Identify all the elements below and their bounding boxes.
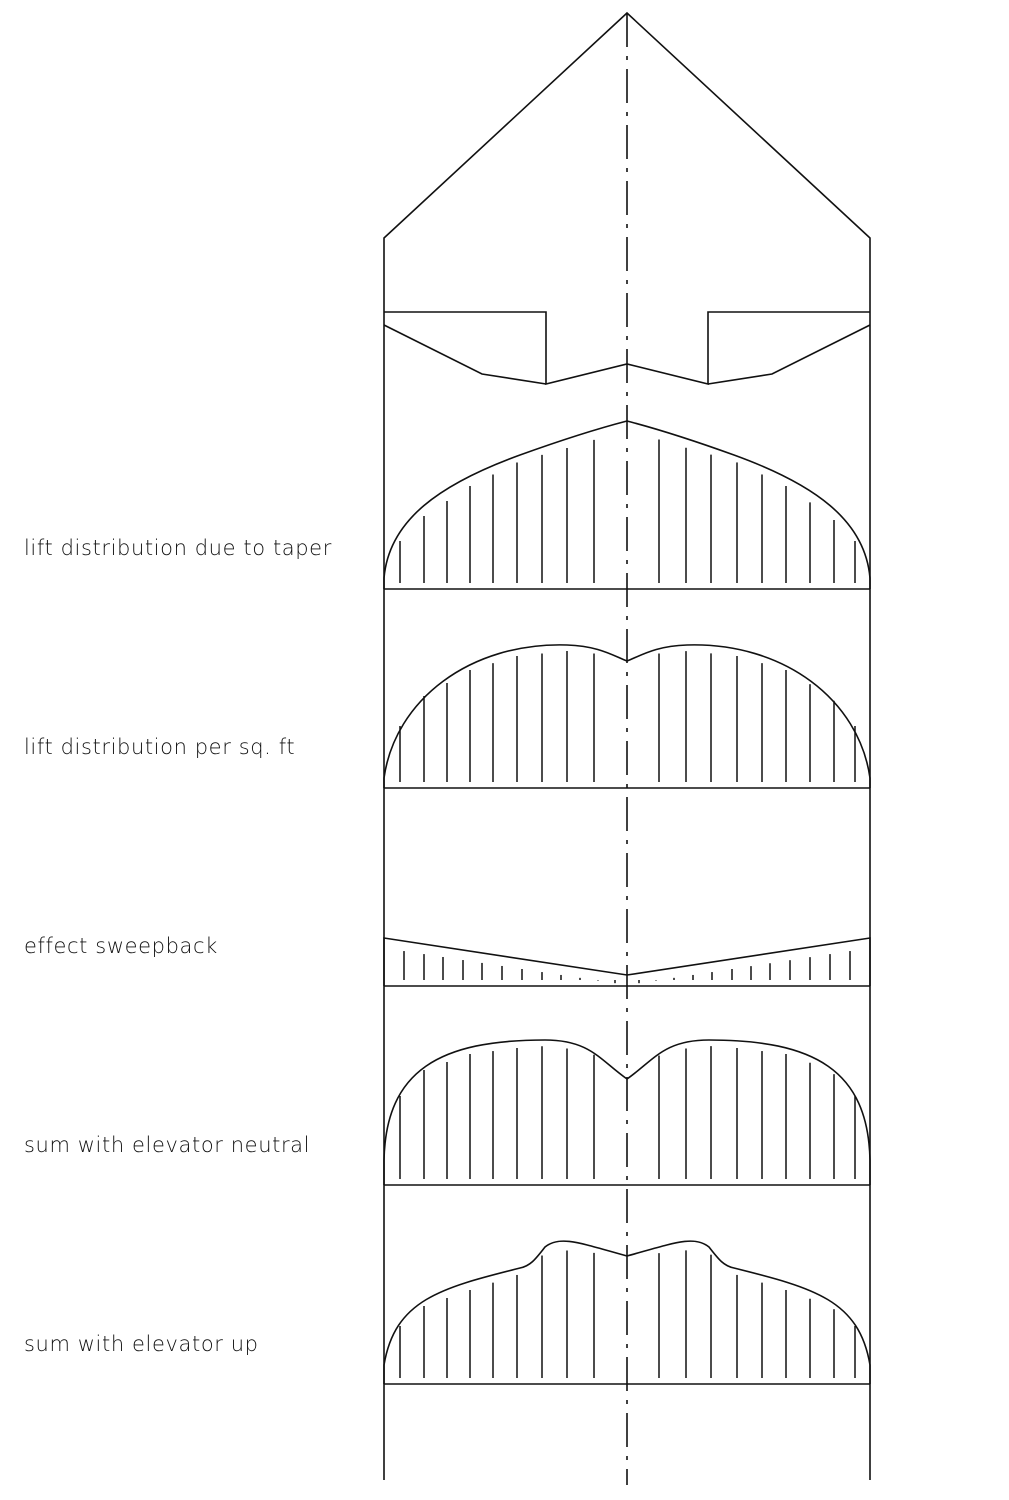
label-sum-elevator-neutral: sum with elevator neutral [24,1133,311,1157]
label-lift-distribution-per-sq-ft: lift distribution per sq. ft [24,735,296,759]
label-effect-sweepback: effect sweepback [24,934,218,958]
label-lift-distribution-taper: lift distribution due to taper [24,536,332,560]
label-sum-elevator-up: sum with elevator up [24,1332,259,1356]
